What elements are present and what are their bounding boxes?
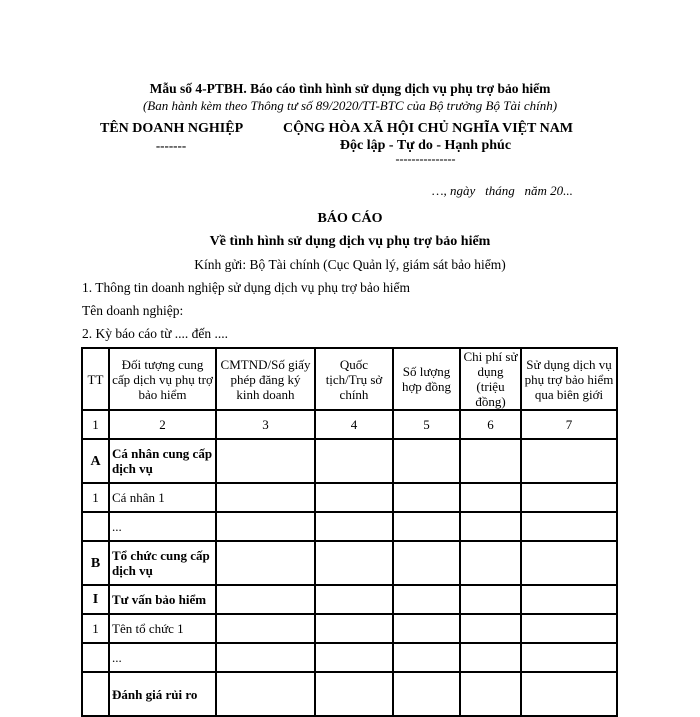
empty-cell[interactable] xyxy=(521,541,617,585)
company-dashes: ------- xyxy=(155,138,187,153)
header-cell: Đối tượng cung cấp dịch vụ phụ trợ bảo hiểm xyxy=(109,348,216,410)
row-index-cell xyxy=(82,512,109,541)
empty-cell[interactable] xyxy=(521,483,617,512)
company-name-label: Tên doanh nghiệp: xyxy=(82,303,184,318)
header-cell: Sử dụng dịch vụ phụ trợ bảo hiểm qua biên giới xyxy=(521,348,617,410)
empty-cell[interactable] xyxy=(216,512,315,541)
empty-cell[interactable] xyxy=(460,512,521,541)
empty-cell[interactable] xyxy=(393,585,460,614)
empty-cell[interactable] xyxy=(315,541,393,585)
empty-cell[interactable] xyxy=(315,672,393,716)
row-label-cell: Tư vấn bảo hiểm xyxy=(109,585,216,614)
column-number-cell: 6 xyxy=(460,410,521,439)
empty-cell[interactable] xyxy=(460,541,521,585)
empty-cell[interactable] xyxy=(315,643,393,672)
empty-cell[interactable] xyxy=(521,614,617,643)
row-index-cell: 1 xyxy=(82,614,109,643)
table-row xyxy=(82,643,617,672)
column-number-cell: 2 xyxy=(109,410,216,439)
row-label-cell: Tên tổ chức 1 xyxy=(109,614,216,643)
empty-cell[interactable] xyxy=(393,643,460,672)
table-row xyxy=(82,585,617,614)
empty-cell[interactable] xyxy=(521,643,617,672)
column-number-cell: 5 xyxy=(393,410,460,439)
empty-cell[interactable] xyxy=(315,614,393,643)
header-cell: Số lượng hợp đồng xyxy=(393,348,460,410)
table-row xyxy=(82,439,617,483)
section-1-heading: 1. Thông tin doanh nghiệp sử dụng dịch vụ phụ trợ bảo hiểm xyxy=(82,280,411,295)
column-number-cell: 7 xyxy=(521,410,617,439)
report-title: BÁO CÁO xyxy=(317,211,383,226)
table-row xyxy=(82,483,617,512)
report-subject: Về tình hình sử dụng dịch vụ phụ trợ bảo hiểm xyxy=(209,234,491,249)
column-number-cell: 3 xyxy=(216,410,315,439)
column-number-cell: 4 xyxy=(315,410,393,439)
form-title: Mẫu số 4-PTBH. Báo cáo tình hình sử dụng dịch vụ phụ trợ bảo hiểm xyxy=(149,81,551,96)
empty-cell[interactable] xyxy=(521,512,617,541)
empty-cell[interactable] xyxy=(521,439,617,483)
empty-cell[interactable] xyxy=(393,439,460,483)
row-index-cell: 1 xyxy=(82,483,109,512)
column-number-cell: 1 xyxy=(82,410,109,439)
empty-cell[interactable] xyxy=(216,541,315,585)
row-label-cell: Cá nhân cung cấp dịch vụ xyxy=(109,439,216,483)
empty-cell[interactable] xyxy=(216,672,315,716)
company-name-header: TÊN DOANH NGHIỆP xyxy=(100,121,244,136)
empty-cell[interactable] xyxy=(315,585,393,614)
empty-cell[interactable] xyxy=(315,512,393,541)
row-label-cell: Đánh giá rủi ro xyxy=(109,672,216,716)
column-number-row xyxy=(82,410,617,439)
form-subtitle: (Ban hành kèm theo Thông tư số 89/2020/TT-BTC của Bộ trưởng Bộ Tài chính) xyxy=(142,98,558,113)
row-index-cell: B xyxy=(82,541,109,585)
empty-cell[interactable] xyxy=(315,483,393,512)
empty-cell[interactable] xyxy=(216,585,315,614)
empty-cell[interactable] xyxy=(460,439,521,483)
row-index-cell: A xyxy=(82,439,109,483)
section-2-heading: 2. Kỳ báo cáo từ .... đến .... xyxy=(82,326,229,341)
report-table xyxy=(81,347,618,717)
empty-cell[interactable] xyxy=(460,614,521,643)
date-line: …, ngày tháng năm 20... xyxy=(432,183,573,198)
header-cell: TT xyxy=(82,348,109,410)
table-row xyxy=(82,614,617,643)
empty-cell[interactable] xyxy=(315,439,393,483)
empty-cell[interactable] xyxy=(393,483,460,512)
empty-cell[interactable] xyxy=(393,512,460,541)
row-label-cell: Tổ chức cung cấp dịch vụ xyxy=(109,541,216,585)
empty-cell[interactable] xyxy=(521,585,617,614)
empty-cell[interactable] xyxy=(393,614,460,643)
empty-cell[interactable] xyxy=(393,541,460,585)
empty-cell[interactable] xyxy=(216,483,315,512)
row-index-cell xyxy=(82,643,109,672)
recipient-line: Kính gửi: Bộ Tài chính (Cục Quản lý, giám sát bảo hiểm) xyxy=(194,257,506,272)
national-motto: Độc lập - Tự do - Hạnh phúc xyxy=(339,138,512,153)
empty-cell[interactable] xyxy=(460,643,521,672)
row-index-cell: I xyxy=(82,585,109,614)
row-label-cell: Cá nhân 1 xyxy=(109,483,216,512)
row-label-cell: ... xyxy=(109,643,216,672)
empty-cell[interactable] xyxy=(521,672,617,716)
header-cell: Chi phí sử dụng (triệu đồng) xyxy=(460,348,521,410)
table-row xyxy=(82,672,617,716)
empty-cell[interactable] xyxy=(460,672,521,716)
row-index-cell xyxy=(82,672,109,716)
empty-cell[interactable] xyxy=(393,672,460,716)
header-cell: Quốc tịch/Trụ sở chính xyxy=(315,348,393,410)
table-header-row xyxy=(82,348,617,410)
empty-cell[interactable] xyxy=(216,439,315,483)
header-cell: CMTND/Số giấy phép đăng ký kinh doanh xyxy=(216,348,315,410)
empty-cell[interactable] xyxy=(216,614,315,643)
motto-underline: --------------- xyxy=(395,152,456,166)
empty-cell[interactable] xyxy=(460,585,521,614)
table-row xyxy=(82,512,617,541)
row-label-cell: ... xyxy=(109,512,216,541)
republic-header: CỘNG HÒA XÃ HỘI CHỦ NGHĨA VIỆT NAM xyxy=(283,121,574,136)
empty-cell[interactable] xyxy=(460,483,521,512)
empty-cell[interactable] xyxy=(216,643,315,672)
table-row xyxy=(82,541,617,585)
